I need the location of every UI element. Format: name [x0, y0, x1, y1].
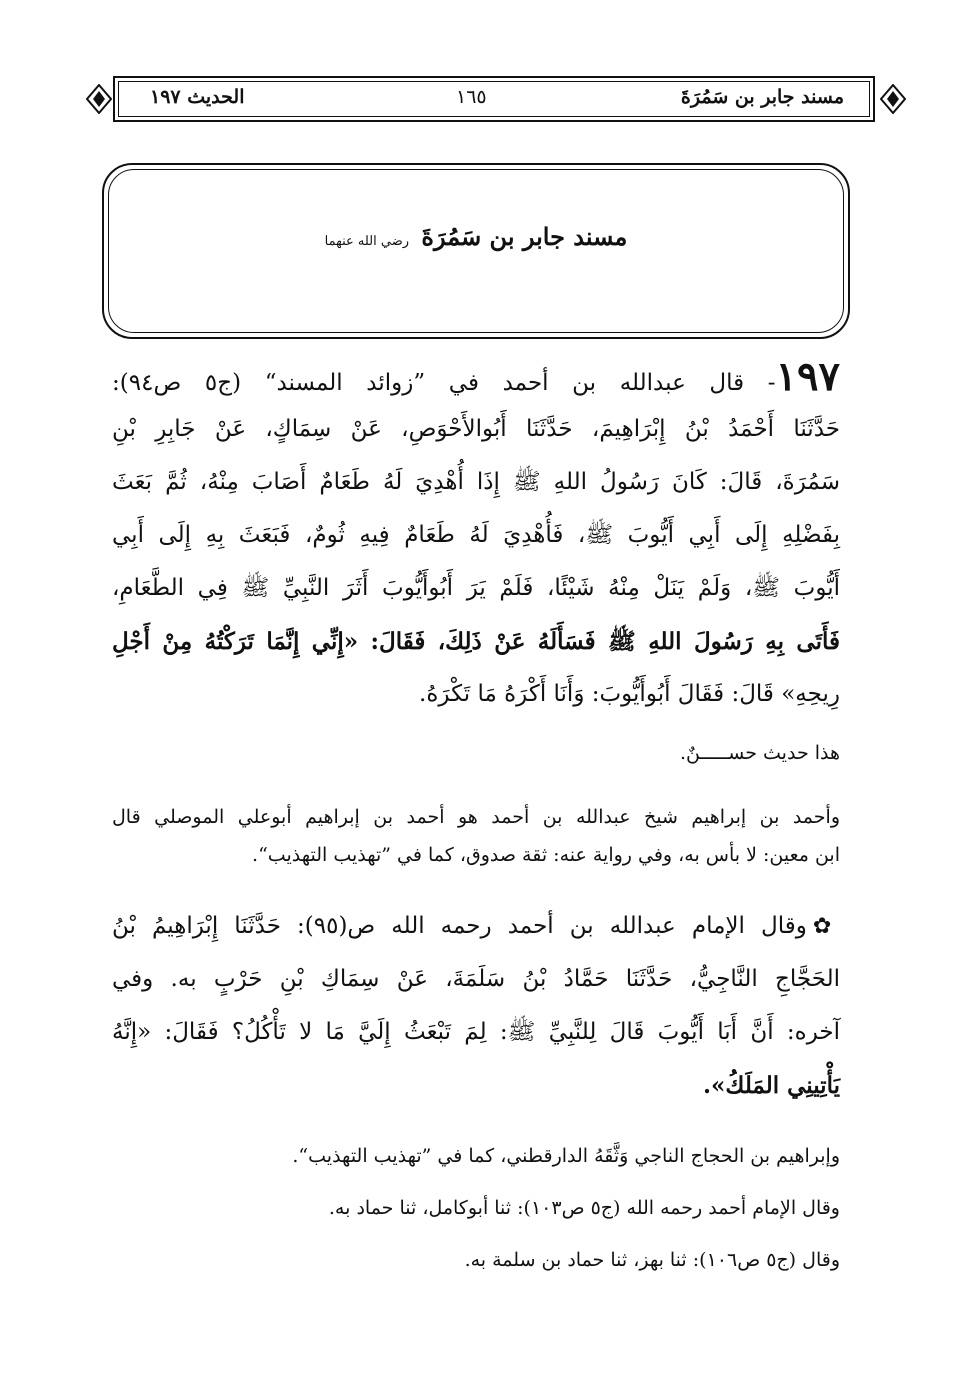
header-hadith-number: الحديث ١٩٧ [150, 86, 245, 108]
hadith-intro: - قال عبدالله بن أحمد في ”زوائد المسند“ (ج٥ ص٩٤): [112, 370, 776, 396]
note-line: وقال الإمام أحمد رحمه الله (ج٥ ص١٠٣): ثنا أبوكامل، ثنا حماد به. [328, 1197, 840, 1219]
section-title-inner-frame [108, 169, 844, 333]
narration-line: الحَجَّاجِ النَّاجِيُّ، حَدَّثَنَا حَمَّادُ بْنُ سَلَمَةَ، عَنْ سِمَاكِ بْنِ حَرْبٍ به. وفي [112, 966, 840, 992]
page-number: ١٦٥ [456, 86, 487, 108]
honorific-glyph: رضي الله عنهما [324, 234, 410, 249]
hadith-block [112, 350, 840, 721]
section-title-text: مسند جابر بن سَمُرَةَ [421, 222, 628, 251]
narration-first-line [112, 900, 840, 953]
hadith-number: ١٩٧ [775, 353, 840, 400]
hadith-first-line [112, 350, 840, 403]
grading-block [112, 734, 840, 772]
hadith-grading: هذا حديث حســـــنٌ. [679, 742, 840, 764]
note-line: وإبراهيم بن الحجاج الناجي وَثَّقَهُ الدارقطني، كما في ”تهذيب التهذيب“. [292, 1145, 840, 1167]
header-ornament-left-icon [86, 84, 112, 114]
narration-line: يَأْتِينِي المَلَكُ». [703, 1072, 840, 1099]
hadith-line: حَدَّثَنَا أَحْمَدُ بْنُ إِبْرَاهِيمَ، حَدَّثَنَا أَبُوالأَحْوَصِ، عَنْ سِمَاكٍ، عَنْ جَابِرِ بْنِ [112, 416, 840, 442]
hadith-line: فَأَتَى بِهِ رَسُولَ اللهِ ﷺ فَسَأَلَهُ عَنْ ذَلِكَ، فَقَالَ: «إِنِّي إِنَّمَا تَرَكْتُهُ مِنْ أَجْلِ [112, 628, 840, 655]
note-line: وأحمد بن إبراهيم شيخ عبدالله بن أحمد هو أحمد بن إبراهيم أبوعلي الموصلي قال [112, 806, 840, 828]
narration-line: آخره: أَنَّ أَبَا أَيُّوبَ قَالَ لِلنَّبِيِّ ﷺ: لِمَ تَبْعَثُ إِلَيَّ مَا لا تَأْكُلُ؟ فَقَالَ: «إِنَّهُ [112, 1019, 840, 1045]
note-line: ابن معين: لا بأس به، وفي رواية عنه: ثقة صدوق، كما في ”تهذيب التهذيب“. [252, 844, 840, 866]
note-line: وقال (ج٥ ص١٠٦): ثنا بهز، ثنا حماد بن سلمة به. [464, 1249, 840, 1271]
note-block-1 [112, 798, 840, 874]
hadith-line: أَيُّوبَ ﷺ، وَلَمْ يَنَلْ مِنْهُ شَيْئًا، فَلَمْ يَرَ أَبُوأَيُّوبَ أَثَرَ النَّبِيِّ ﷺ فِي الطَّعَامِ، [112, 575, 840, 601]
second-narration-block [112, 900, 840, 1112]
hadith-line: بِفَضْلِهِ إِلَى أَبِي أَيُّوبَ ﷺ، فَأُهْدِيَ لَهُ طَعَامٌ فِيهِ ثُومٌ، فَبَعَثَ بِهِ إِلَى أَبِي [112, 522, 840, 548]
section-title [102, 222, 850, 251]
narration-line: وقال الإمام عبدالله بن أحمد رحمه الله ص(٩٥): حَدَّثَنَا إِبْرَاهِيمُ بْنُ [112, 913, 807, 939]
header-ornament-right-icon [880, 84, 906, 114]
hadith-line: رِيحِهِ» قَالَ: فَقَالَ أَبُوأَيُّوبَ: وَأَنَا أَكْرَهُ مَا تَكْرَهُ. [419, 681, 840, 707]
header-section-title: مسند جابر بن سَمُرَةَ [680, 86, 844, 108]
hadith-line: سَمُرَةَ، قَالَ: كَانَ رَسُولُ اللهِ ﷺ إِذَا أُهْدِيَ لَهُ طَعَامٌ أَصَابَ مِنْهُ، ثُمَّ بَعَثَ [112, 469, 840, 495]
note-block-2 [112, 1130, 840, 1286]
flower-ornament-icon: ✿ [812, 914, 840, 939]
